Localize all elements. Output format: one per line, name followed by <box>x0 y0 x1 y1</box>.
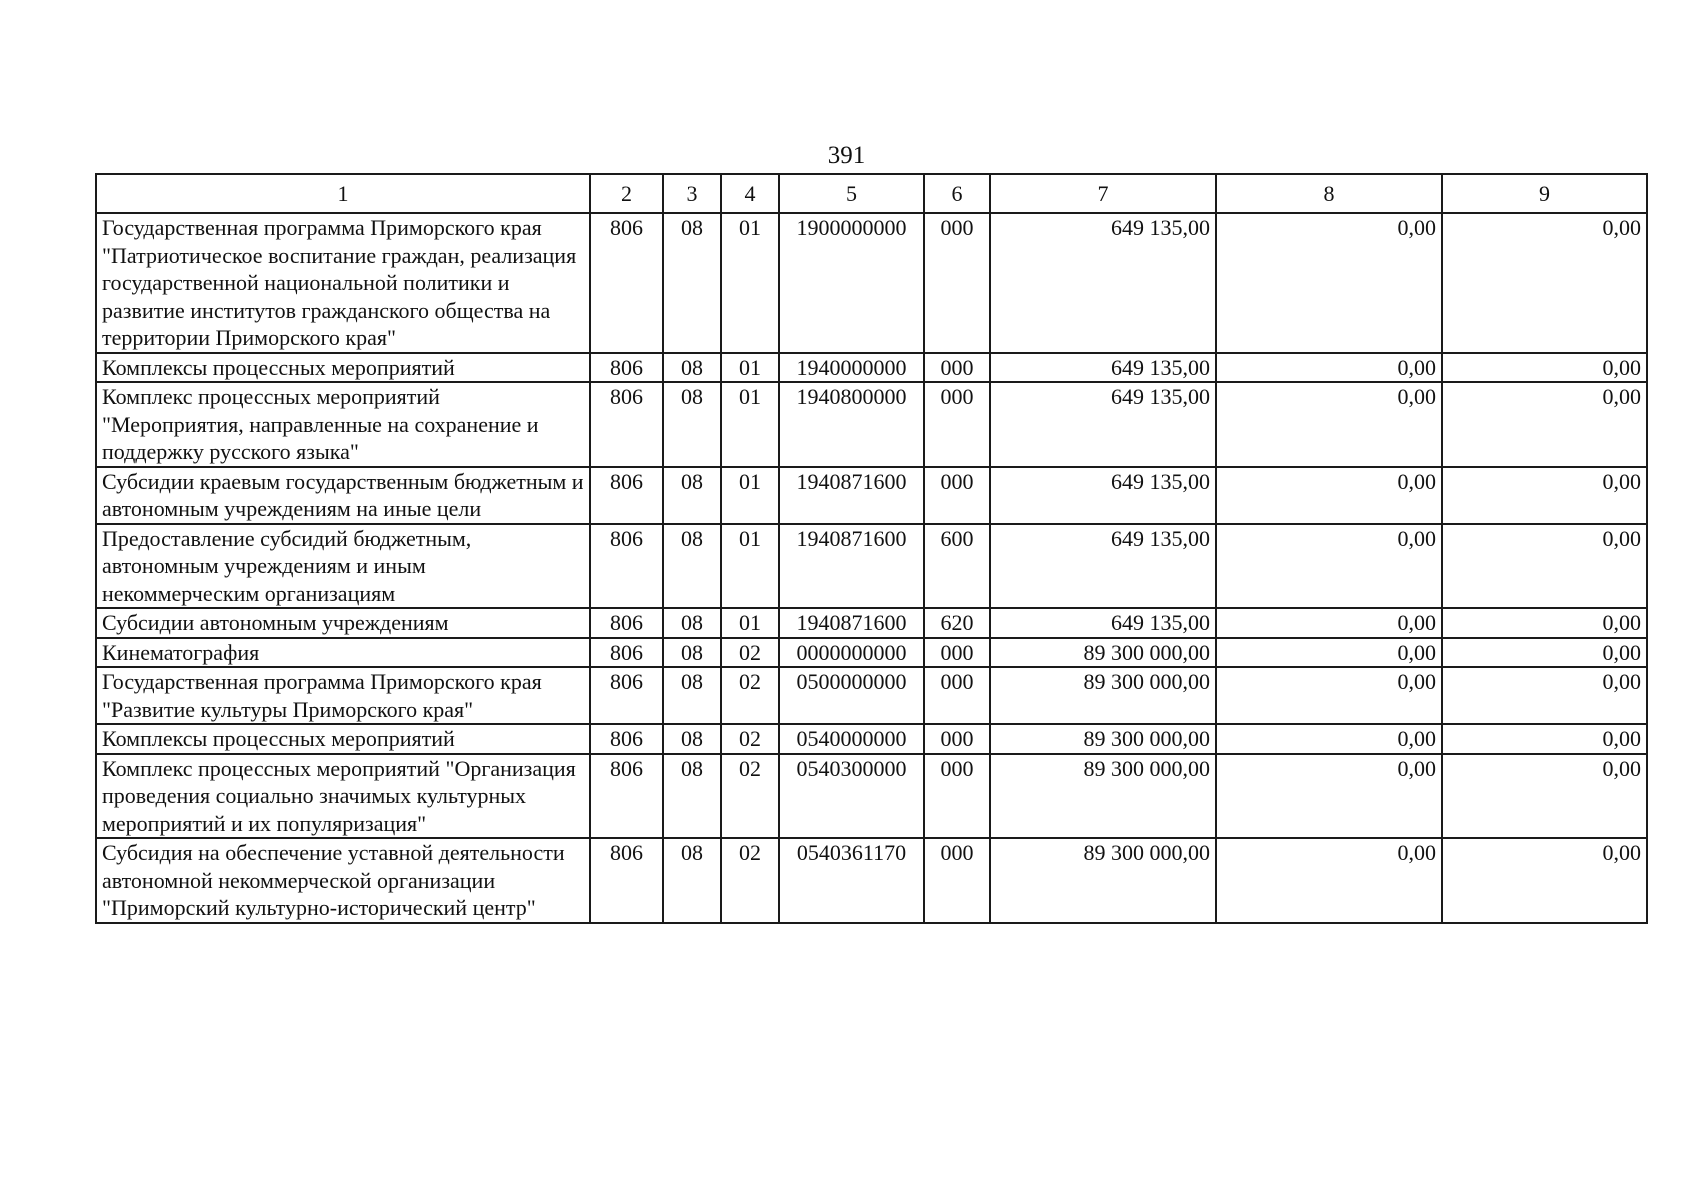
column-header-6: 6 <box>924 174 990 213</box>
table-body <box>96 213 1647 923</box>
section-code: 08 <box>663 353 721 383</box>
table-row <box>96 524 1647 609</box>
amount-year-2: 0,00 <box>1216 382 1442 467</box>
amount-year-1: 649 135,00 <box>990 608 1216 638</box>
budget-item-name: Комплекс процессных мероприятий "Мероприятия, направленные на сохранение и поддержку русского языка" <box>96 382 590 467</box>
budget-item-name: Государственная программа Приморского края "Развитие культуры Приморского края" <box>96 667 590 724</box>
section-code: 08 <box>663 213 721 353</box>
section-code: 08 <box>663 524 721 609</box>
amount-year-2: 0,00 <box>1216 754 1442 839</box>
section-code: 08 <box>663 382 721 467</box>
expense-type-code: 000 <box>924 667 990 724</box>
expense-type-code: 620 <box>924 608 990 638</box>
budget-item-name: Государственная программа Приморского края "Патриотическое воспитание граждан, реализация государственной национальной политики и развитие институтов гражданского общества на территории Приморского края" <box>96 213 590 353</box>
ministry-code: 806 <box>590 467 663 524</box>
subsection-code: 02 <box>721 667 779 724</box>
ministry-code: 806 <box>590 524 663 609</box>
subsection-code: 02 <box>721 638 779 668</box>
subsection-code: 01 <box>721 524 779 609</box>
table-row <box>96 638 1647 668</box>
expense-type-code: 000 <box>924 467 990 524</box>
target-article-code: 1940871600 <box>779 524 924 609</box>
subsection-code: 01 <box>721 213 779 353</box>
amount-year-2: 0,00 <box>1216 724 1442 754</box>
section-code: 08 <box>663 608 721 638</box>
expense-type-code: 000 <box>924 754 990 839</box>
target-article-code: 0500000000 <box>779 667 924 724</box>
expense-type-code: 000 <box>924 724 990 754</box>
expense-type-code: 000 <box>924 638 990 668</box>
target-article-code: 1900000000 <box>779 213 924 353</box>
table-row <box>96 213 1647 353</box>
amount-year-3: 0,00 <box>1442 467 1647 524</box>
table-row <box>96 724 1647 754</box>
subsection-code: 02 <box>721 754 779 839</box>
ministry-code: 806 <box>590 838 663 923</box>
amount-year-1: 89 300 000,00 <box>990 838 1216 923</box>
column-header-4: 4 <box>721 174 779 213</box>
ministry-code: 806 <box>590 667 663 724</box>
ministry-code: 806 <box>590 382 663 467</box>
section-code: 08 <box>663 638 721 668</box>
budget-item-name: Субсидия на обеспечение уставной деятельности автономной некоммерческой организации "Приморский культурно-исторический центр" <box>96 838 590 923</box>
expense-type-code: 000 <box>924 382 990 467</box>
budget-item-name: Комплексы процессных мероприятий <box>96 353 590 383</box>
column-header-7: 7 <box>990 174 1216 213</box>
amount-year-1: 649 135,00 <box>990 467 1216 524</box>
amount-year-2: 0,00 <box>1216 638 1442 668</box>
target-article-code: 1940871600 <box>779 467 924 524</box>
budget-item-name: Кинематография <box>96 638 590 668</box>
amount-year-2: 0,00 <box>1216 608 1442 638</box>
target-article-code: 0540300000 <box>779 754 924 839</box>
subsection-code: 02 <box>721 838 779 923</box>
ministry-code: 806 <box>590 608 663 638</box>
ministry-code: 806 <box>590 754 663 839</box>
amount-year-2: 0,00 <box>1216 524 1442 609</box>
amount-year-1: 649 135,00 <box>990 524 1216 609</box>
expense-type-code: 000 <box>924 353 990 383</box>
amount-year-3: 0,00 <box>1442 724 1647 754</box>
amount-year-3: 0,00 <box>1442 754 1647 839</box>
subsection-code: 01 <box>721 608 779 638</box>
subsection-code: 01 <box>721 353 779 383</box>
amount-year-3: 0,00 <box>1442 213 1647 353</box>
section-code: 08 <box>663 724 721 754</box>
amount-year-2: 0,00 <box>1216 667 1442 724</box>
column-header-2: 2 <box>590 174 663 213</box>
column-header-5: 5 <box>779 174 924 213</box>
budget-item-name: Комплексы процессных мероприятий <box>96 724 590 754</box>
amount-year-1: 649 135,00 <box>990 353 1216 383</box>
target-article-code: 0000000000 <box>779 638 924 668</box>
target-article-code: 0540361170 <box>779 838 924 923</box>
target-article-code: 1940800000 <box>779 382 924 467</box>
table-row <box>96 608 1647 638</box>
section-code: 08 <box>663 838 721 923</box>
section-code: 08 <box>663 754 721 839</box>
table-row <box>96 382 1647 467</box>
subsection-code: 01 <box>721 467 779 524</box>
amount-year-2: 0,00 <box>1216 838 1442 923</box>
amount-year-1: 89 300 000,00 <box>990 754 1216 839</box>
amount-year-3: 0,00 <box>1442 353 1647 383</box>
budget-table <box>95 173 1648 924</box>
expense-type-code: 000 <box>924 838 990 923</box>
amount-year-3: 0,00 <box>1442 382 1647 467</box>
target-article-code: 0540000000 <box>779 724 924 754</box>
table-row <box>96 353 1647 383</box>
budget-item-name: Комплекс процессных мероприятий "Организация проведения социально значимых культурных мероприятий и их популяризация" <box>96 754 590 839</box>
column-header-1: 1 <box>96 174 590 213</box>
amount-year-1: 89 300 000,00 <box>990 638 1216 668</box>
amount-year-2: 0,00 <box>1216 213 1442 353</box>
amount-year-3: 0,00 <box>1442 608 1647 638</box>
target-article-code: 1940871600 <box>779 608 924 638</box>
amount-year-1: 649 135,00 <box>990 382 1216 467</box>
amount-year-2: 0,00 <box>1216 467 1442 524</box>
ministry-code: 806 <box>590 353 663 383</box>
budget-item-name: Предоставление субсидий бюджетным, автономным учреждениям и иным некоммерческим организациям <box>96 524 590 609</box>
subsection-code: 01 <box>721 382 779 467</box>
expense-type-code: 600 <box>924 524 990 609</box>
page-number: 391 <box>827 142 866 169</box>
table-row <box>96 754 1647 839</box>
amount-year-3: 0,00 <box>1442 524 1647 609</box>
amount-year-3: 0,00 <box>1442 838 1647 923</box>
ministry-code: 806 <box>590 724 663 754</box>
expense-type-code: 000 <box>924 213 990 353</box>
table-row <box>96 838 1647 923</box>
header-row <box>96 174 1647 213</box>
budget-item-name: Субсидии автономным учреждениям <box>96 608 590 638</box>
section-code: 08 <box>663 667 721 724</box>
table-row <box>96 667 1647 724</box>
column-header-8: 8 <box>1216 174 1442 213</box>
section-code: 08 <box>663 467 721 524</box>
amount-year-1: 89 300 000,00 <box>990 667 1216 724</box>
amount-year-2: 0,00 <box>1216 353 1442 383</box>
ministry-code: 806 <box>590 213 663 353</box>
table-row <box>96 467 1647 524</box>
amount-year-3: 0,00 <box>1442 667 1647 724</box>
budget-item-name: Субсидии краевым государственным бюджетным и автономным учреждениям на иные цели <box>96 467 590 524</box>
target-article-code: 1940000000 <box>779 353 924 383</box>
column-header-3: 3 <box>663 174 721 213</box>
amount-year-1: 89 300 000,00 <box>990 724 1216 754</box>
ministry-code: 806 <box>590 638 663 668</box>
subsection-code: 02 <box>721 724 779 754</box>
amount-year-3: 0,00 <box>1442 638 1647 668</box>
amount-year-1: 649 135,00 <box>990 213 1216 353</box>
column-header-9: 9 <box>1442 174 1647 213</box>
